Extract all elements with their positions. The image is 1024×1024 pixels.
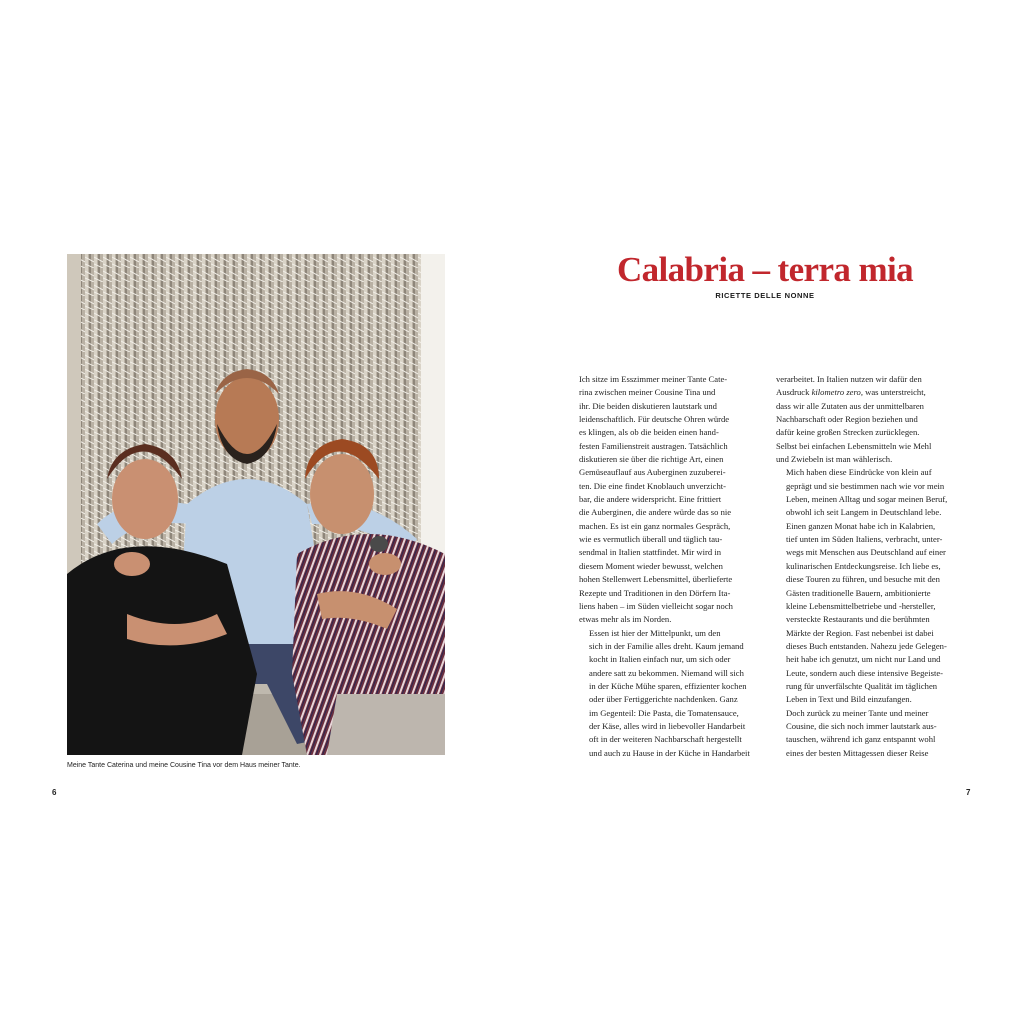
text-line: Ich sitze im Esszimmer meiner Tante Cate- — [579, 374, 728, 384]
text-line: sich in der Familie alles dreht. Kaum jemand — [589, 640, 744, 651]
text-line: dass wir alle Zutaten aus der unmittelbaren — [776, 400, 924, 411]
text-line: Ausdruck kilometro zero, was unterstreicht, — [776, 387, 926, 398]
text-line: diskutieren sie über die richtige Art, einen — [579, 454, 724, 465]
text-line: diesem Moment wieder bewusst, welchen — [579, 560, 723, 571]
text-line: heit habe ich genutzt, um nicht nur Land und — [786, 654, 941, 665]
text-line: Nachbarschaft oder Region beziehen und — [776, 414, 918, 425]
paragraph — [776, 520, 958, 707]
text-line: Leben, meinen Alltag und sogar meinen Beruf, — [786, 494, 948, 505]
text-line: leidenschaftlich. Für deutsche Ohren würde — [579, 414, 730, 425]
text-line: Gemüseauflauf aus Auberginen zuzuberei- — [579, 467, 726, 478]
family-photo-illustration — [67, 254, 445, 755]
text-line: andere satt zu bekommen. Niemand will sich — [589, 667, 744, 678]
page-number-left: 6 — [52, 788, 57, 797]
text-line: wie es vermutlich überall und täglich tau- — [579, 534, 723, 545]
text-line: geprägt und sie bestimmen nach wie vor mein — [786, 480, 945, 491]
text-line: sendmal in Italien stattfindet. Mir wird in — [579, 547, 722, 558]
text-line: hohen Stellenwert Lebensmittel, überlieferte — [579, 574, 733, 585]
text-line: rung für unverfälschte Qualität im täglichen — [786, 680, 938, 691]
text-line: rina zwischen meiner Cousine Tina und — [579, 387, 716, 398]
paragraph — [579, 373, 761, 627]
family-photo — [67, 254, 445, 755]
text-line: liens haben – im Süden vielleicht sogar noch — [579, 600, 733, 611]
text-line: Essen ist hier der Mittelpunkt, um den — [589, 627, 721, 638]
paragraph — [776, 373, 958, 466]
text-line: im Gegenteil: Die Pasta, die Tomatensauce, — [589, 707, 739, 718]
text-line: Leute, sondern auch diese intensive Begeiste- — [786, 667, 944, 678]
text-line: bar, die andere widerspricht. Eine frittiert — [579, 494, 722, 505]
text-line: Mich haben diese Eindrücke von klein auf — [786, 467, 932, 478]
text-line: die Auberginen, die andere würde das so nie — [579, 507, 732, 518]
text-line: oft in der weiteren Nachbarschaft hergestellt — [589, 734, 742, 745]
text-line: festen Familienstreit austragen. Tatsächlich — [579, 440, 728, 451]
text-line: und auch zu Hause in der Küche in Handarbeit — [589, 747, 750, 758]
text-line: der Käse, alles wird in liebevoller Handarbeit — [589, 720, 746, 731]
text-line: oder über Fertiggerichte nachdenken. Ganz — [589, 694, 738, 705]
text-line: dieses Buch entstanden. Nahezu jede Gelegen- — [786, 640, 947, 651]
text-line: Doch zurück zu meiner Tante und meiner — [786, 707, 929, 718]
text-line: kocht in Italien einfach nur, um sich oder — [589, 654, 731, 665]
text-line: Rezepte und Traditionen in den Dörfern Ita- — [579, 587, 731, 598]
text-line: kulinarischen Entdeckungsreise. Ich liebe es, — [786, 560, 941, 571]
text-line: Leben in Text und Bild einzufangen. — [786, 694, 912, 705]
text-line: obwohl ich seit Langem in Deutschland lebe. — [786, 507, 942, 518]
text-line: Selbst bei einfachen Lebensmitteln wie Mehl — [776, 440, 932, 451]
text-line: tief unten im Süden Italiens, verbracht, unter- — [786, 534, 943, 545]
paragraph — [776, 466, 958, 519]
body-text-column-2 — [776, 373, 958, 760]
text-line: Cousine, die sich noch immer lautstark aus- — [786, 720, 937, 731]
chapter-subtitle: RICETTE DELLE NONNE — [715, 291, 815, 300]
photo-caption: Meine Tante Caterina und meine Cousine Tina vor dem Haus meiner Tante. — [67, 762, 301, 769]
text-line: ten. Die eine findet Knoblauch unverzicht- — [579, 480, 726, 491]
text-line: versteckte Restaurants und die berühmten — [786, 614, 930, 625]
text-line: tauschen, während ich ganz entspannt wohl — [786, 734, 936, 745]
text-line: verarbeitet. In Italien nutzen wir dafür den — [776, 374, 922, 384]
paragraph — [776, 707, 958, 760]
text-line: Gästen traditionelle Bauern, ambitionierte — [786, 587, 931, 598]
text-line: etwas mehr als im Norden. — [579, 614, 672, 625]
text-line: und Zwiebeln ist man wählerisch. — [776, 454, 893, 465]
page-number-right: 7 — [966, 788, 971, 797]
text-line: wegs mit Menschen aus Deutschland auf einer — [786, 547, 946, 558]
text-line: Einen ganzen Monat habe ich in Kalabrien, — [786, 520, 936, 531]
paragraph — [579, 627, 761, 760]
text-line: eines der besten Mittagessen dieser Reise — [786, 747, 929, 758]
text-line: kleine Lebensmittelbetriebe und -hersteller, — [786, 600, 936, 611]
text-line: in der Küche Mühe sparen, effizienter kochen — [589, 680, 747, 691]
text-line: diese Touren zu führen, und besuche mit den — [786, 574, 940, 585]
text-line: machen. Es ist ein ganz normales Gespräch, — [579, 520, 731, 531]
text-line: dafür keine großen Strecken zurücklegen. — [776, 427, 920, 438]
chapter-title: Calabria – terra mia — [616, 250, 914, 289]
text-line: ihr. Die beiden diskutieren lautstark und — [579, 400, 717, 411]
text-line: es klingen, als ob die beiden einen hand- — [579, 427, 719, 438]
body-text-column-1 — [579, 373, 761, 760]
text-line: Märkte der Region. Fast nebenbei ist dabei — [786, 627, 934, 638]
